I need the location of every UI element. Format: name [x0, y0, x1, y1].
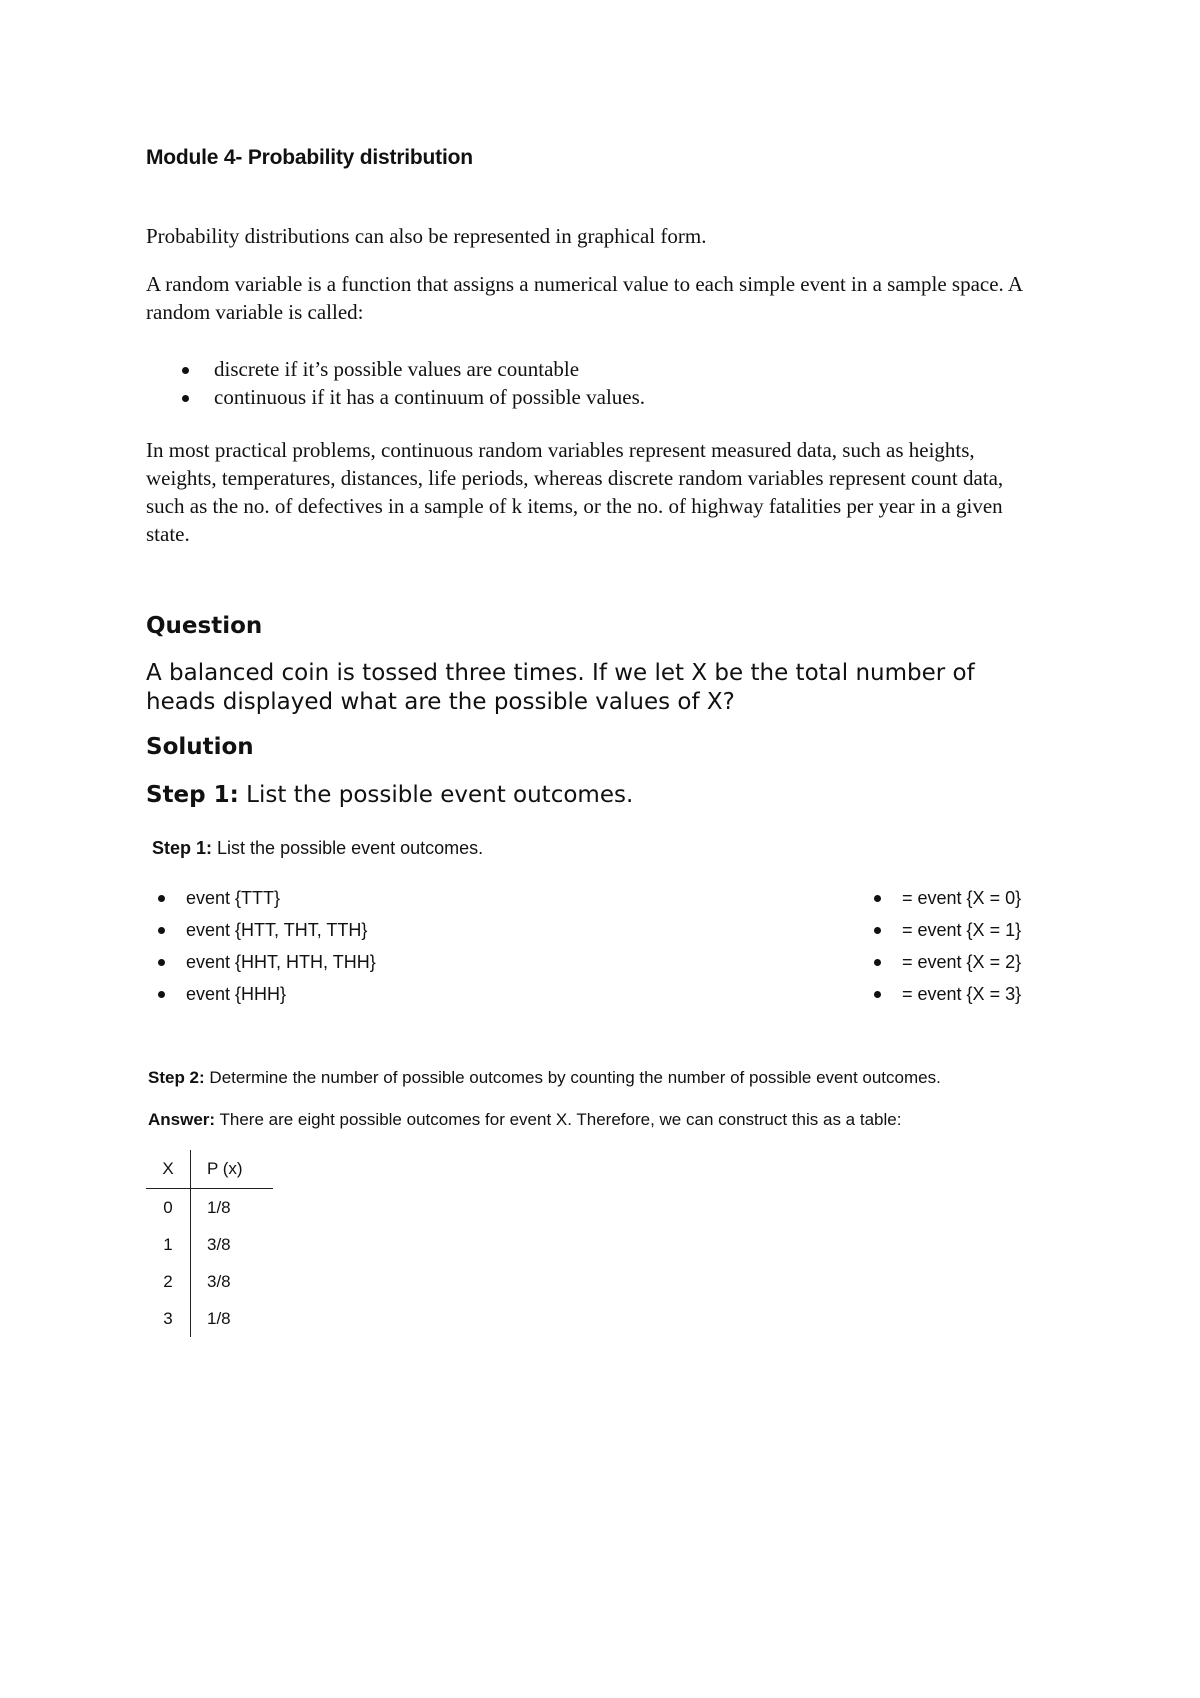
- table-row: [146, 1189, 273, 1227]
- bullet-icon: [182, 367, 189, 374]
- column-header-px: P (x): [191, 1150, 274, 1189]
- table-cell-px: 1/8: [207, 1197, 231, 1217]
- step-1-label: Step 1:: [146, 782, 239, 808]
- list-item: = event {X = 0}: [868, 882, 1021, 914]
- table-cell-x: 3: [146, 1300, 191, 1337]
- bullet-icon: [158, 895, 165, 902]
- bullet-icon: [874, 927, 881, 934]
- page-title: Module 4- Probability distribution: [146, 146, 473, 169]
- answer-text: There are eight possible outcomes for event X. Therefore, we can construct this as a table:: [219, 1110, 902, 1129]
- step-2-line: [148, 1068, 1108, 1088]
- intro-paragraph-3: In most practical problems, continuous random variables represent measured data, such as heights, weights, temperatures, distances, life periods, whereas discrete random variables represent count data, such as the no. of defectives in a sample of k items, or the no. of highway fatalities per year in a given state.: [146, 438, 1004, 546]
- event-outcomes-list: [152, 882, 376, 1010]
- step-2-label: Step 2:: [148, 1068, 205, 1087]
- list-item: continuous if it has a continuum of possible values.: [214, 383, 645, 411]
- table-cell-px: 1/8: [207, 1308, 231, 1328]
- list-item: = event {X = 2}: [868, 946, 1021, 978]
- step-1-heading: [146, 782, 633, 808]
- event-values-list: [868, 882, 1021, 1010]
- table-cell-x: 1: [146, 1226, 191, 1263]
- list-item: event {HTT, THT, TTH}: [152, 914, 376, 946]
- embedded-step-1-label: Step 1:: [152, 838, 213, 858]
- random-variable-types-list: [214, 355, 645, 411]
- table-header-row: [146, 1150, 273, 1189]
- answer-line: [148, 1110, 1108, 1130]
- intro-paragraph-2: A random variable is a function that assigns a numerical value to each simple event in a sample space. A random variable is called:: [146, 272, 1022, 324]
- intro-paragraph-1: Probability distributions can also be represented in graphical form.: [146, 224, 707, 248]
- list-item: event {TTT}: [152, 882, 376, 914]
- solution-heading: Solution: [146, 734, 254, 760]
- answer-label: Answer:: [148, 1110, 216, 1129]
- table-cell-x: 0: [146, 1189, 191, 1227]
- probability-table: [146, 1150, 273, 1337]
- bullet-icon: [158, 927, 165, 934]
- bullet-icon: [874, 991, 881, 998]
- list-item: = event {X = 1}: [868, 914, 1021, 946]
- step-1-text: List the possible event outcomes.: [246, 782, 634, 808]
- list-item: = event {X = 3}: [868, 978, 1021, 1010]
- table-cell-px: 3/8: [207, 1234, 231, 1254]
- table-row: [146, 1300, 273, 1337]
- table-row: [146, 1263, 273, 1300]
- bullet-icon: [182, 395, 189, 402]
- list-item: event {HHH}: [152, 978, 376, 1010]
- question-heading: Question: [146, 613, 263, 639]
- list-item: discrete if it’s possible values are countable: [214, 355, 645, 383]
- question-text: A balanced coin is tossed three times. If we let X be the total number of heads displayed what are the possible values of X?: [146, 660, 975, 715]
- table-cell-px: 3/8: [207, 1271, 231, 1291]
- bullet-icon: [158, 959, 165, 966]
- bullet-icon: [874, 895, 881, 902]
- column-header-x: X: [146, 1150, 191, 1189]
- bullet-icon: [158, 991, 165, 998]
- list-item: event {HHT, HTH, THH}: [152, 946, 376, 978]
- bullet-icon: [874, 959, 881, 966]
- table-row: [146, 1226, 273, 1263]
- step-2-text: Determine the number of possible outcomes by counting the number of possible event outcomes.: [209, 1068, 941, 1087]
- embedded-step-1-heading: [152, 838, 483, 859]
- table-cell-x: 2: [146, 1263, 191, 1300]
- embedded-step-1-text: List the possible event outcomes.: [217, 838, 484, 858]
